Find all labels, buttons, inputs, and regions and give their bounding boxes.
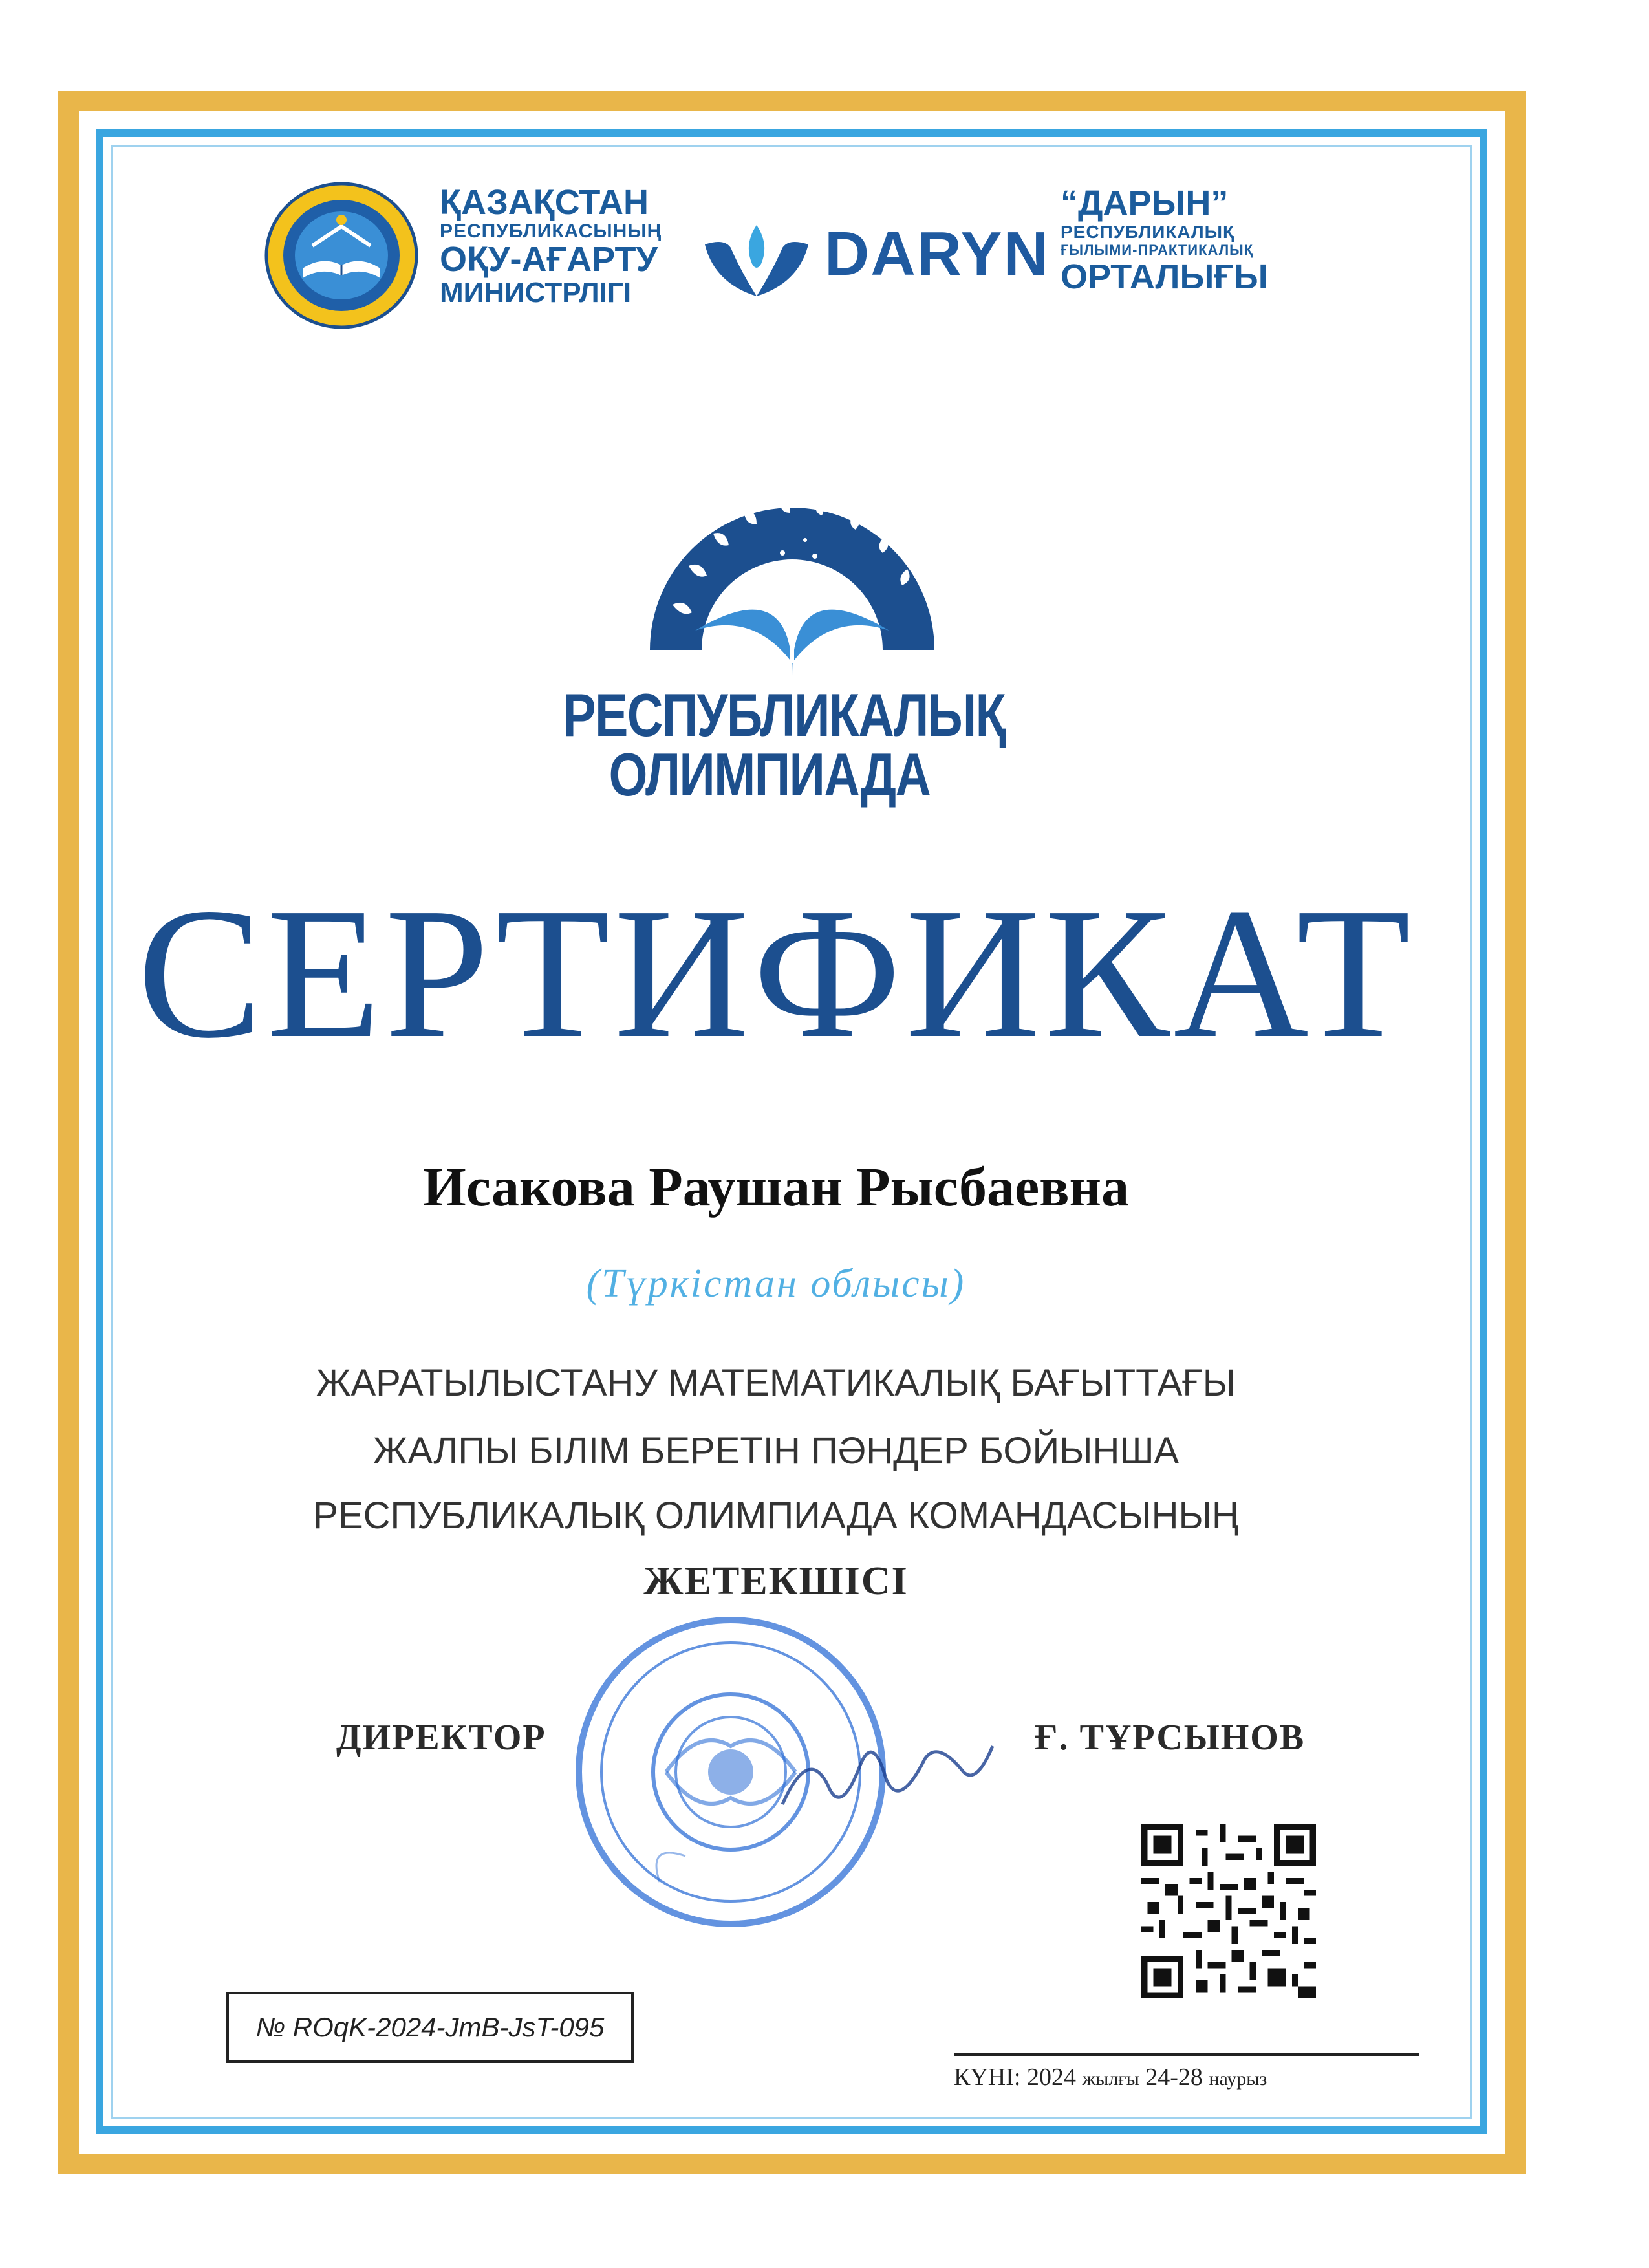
ministry-line-1: ҚАЗАҚСТАН xyxy=(440,183,649,222)
daryn-logo-text: DARYN xyxy=(824,219,1050,288)
description-line-2: ЖАЛПЫ БІЛІМ БЕРЕТІН ПӘНДЕР БОЙЫНША xyxy=(372,1430,1180,1472)
center-line-4: ОРТАЛЫҒЫ xyxy=(1061,257,1268,297)
center-line-2: РЕСПУБЛИКАЛЫҚ xyxy=(1061,222,1235,243)
ministry-name xyxy=(440,184,660,308)
ministry-emblem-icon xyxy=(264,181,419,330)
date-days: 24-28 xyxy=(1145,2064,1203,2091)
qr-code-icon xyxy=(1141,1824,1316,1998)
olympiad-title xyxy=(517,681,1022,809)
date-year-word: жылғы xyxy=(1082,2068,1139,2090)
ministry-line-4: МИНИСТРЛІГІ xyxy=(440,276,632,308)
olympiad-emblem-icon xyxy=(637,443,947,682)
description-line-1: ЖАРАТЫЛЫСТАНУ МАТЕМАТИКАЛЫҚ БАҒЫТТАҒЫ xyxy=(316,1362,1236,1404)
person-name: Исакова Раушан Рысбаевна xyxy=(422,1156,1130,1218)
daryn-hands-icon xyxy=(702,219,812,303)
certificate-title: СЕРТИФИКАТ xyxy=(137,869,1415,1077)
ministry-line-2: РЕСПУБЛИКАСЫНЫҢ xyxy=(440,220,662,242)
center-line-1: “ДАРЫН” xyxy=(1061,184,1229,222)
date-year: 2024 xyxy=(1026,2064,1076,2091)
date-line xyxy=(954,2053,1419,2056)
center-line-3: ҒЫЛЫМИ-ПРАКТИКАЛЫҚ xyxy=(1061,242,1254,259)
role-title: ЖЕТЕКШІСІ xyxy=(643,1559,909,1603)
region: (Түркістан облысы) xyxy=(586,1262,966,1306)
ministry-line-3: ОҚУ-АҒАРТУ xyxy=(440,240,658,279)
date-label: КҮНІ: xyxy=(954,2064,1021,2091)
issue-date xyxy=(954,2063,1419,2091)
director-name: Ғ. ТҰРСЫНОВ xyxy=(1035,1718,1306,1758)
olympiad-title-line-2: ОЛИМПИАДА xyxy=(609,740,931,809)
olympiad-title-line-1: РЕСПУБЛИКАЛЫҚ xyxy=(563,681,1005,749)
certificate-number: № ROqK-2024-JmB-JsT-095 xyxy=(226,1992,634,2063)
description-line-3: РЕСПУБЛИКАЛЫҚ ОЛИМПИАДА КОМАНДАСЫНЫҢ xyxy=(313,1495,1239,1537)
director-label: ДИРЕКТОР xyxy=(336,1718,546,1758)
signature-mark-icon xyxy=(770,1707,1002,1837)
date-month: наурыз xyxy=(1209,2068,1267,2090)
daryn-center-name xyxy=(1061,184,1332,297)
